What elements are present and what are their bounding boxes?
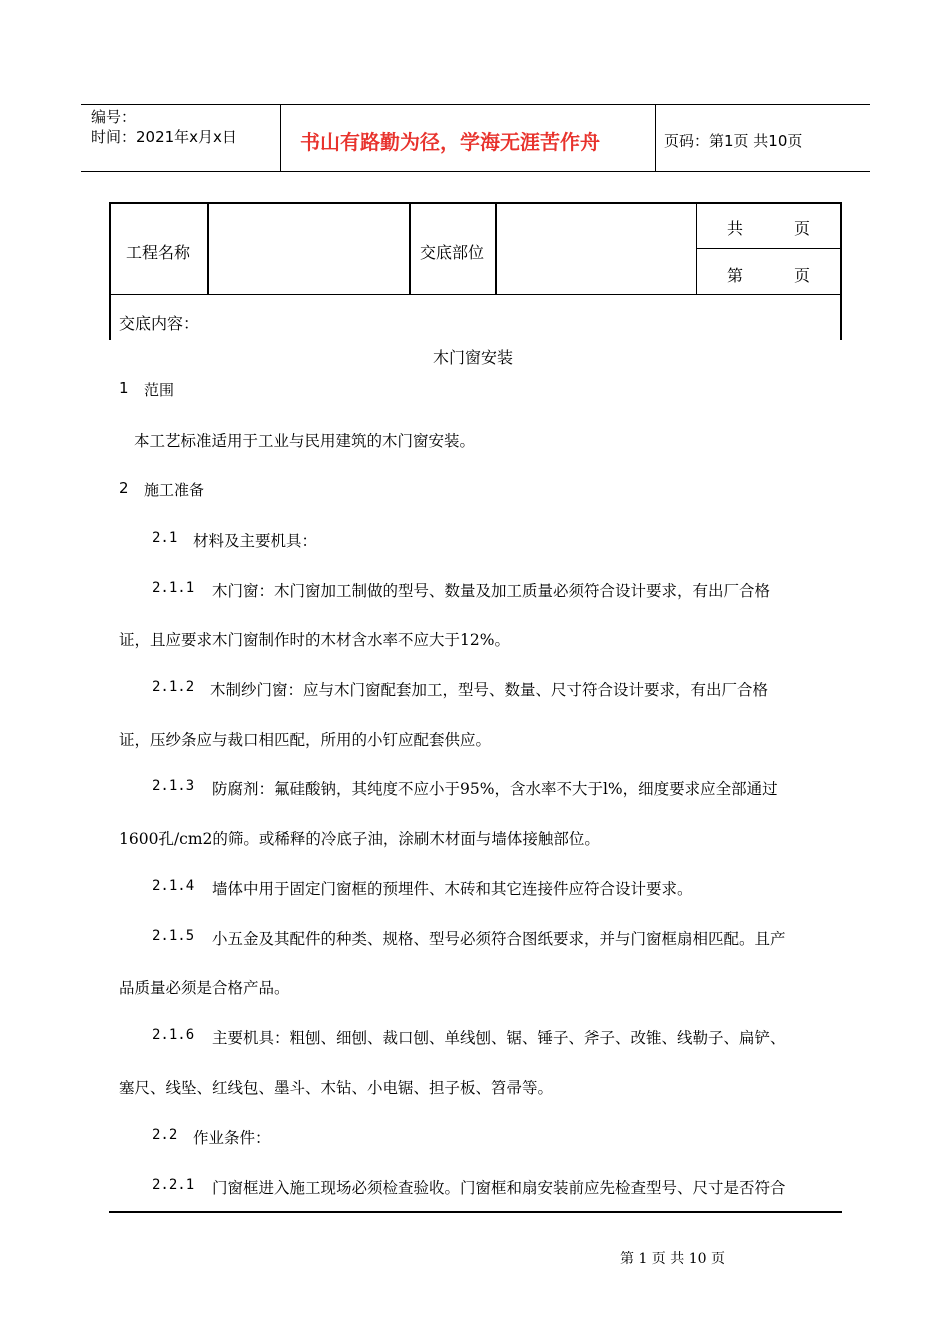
- time-label: 时间：2021年x月x日: [91, 128, 237, 146]
- clause-2-1-1-number: 2.1.1: [152, 580, 195, 596]
- clause-2-2-number: 2.2: [152, 1127, 178, 1143]
- clause-2-1-1-line-2: 证，且应要求木门窗制作时的木材含水率不应大于12%。: [119, 631, 510, 649]
- clause-2-1-4-number: 2.1.4: [152, 878, 195, 894]
- section-1-heading: 范围: [144, 381, 175, 399]
- clause-2-2-1-number: 2.2.1: [152, 1177, 195, 1193]
- page-no-prefix: 第: [727, 266, 744, 285]
- page-no-suffix: 页: [794, 266, 811, 285]
- clause-2-1-5-number: 2.1.5: [152, 928, 195, 944]
- clause-2-1-4-line-1: 墙体中用于固定门窗框的预埋件、木砖和其它连接件应符合设计要求。: [212, 880, 693, 898]
- header-motto: 书山有路勤为径，学海无涯苦作舟: [300, 130, 600, 154]
- clause-2-1-3-line-2: 1600孔/cm2的筛。或稀释的冷底子油，涂刷木材面与墙体接触部位。: [119, 830, 600, 848]
- table-col-divider-4: [696, 202, 697, 295]
- table-left-border: [109, 202, 111, 340]
- table-col-divider-1: [207, 202, 209, 295]
- total-pages-suffix: 页: [794, 219, 811, 238]
- clause-2-1-2-line-2: 证，压纱条应与裁口相匹配，所用的小钉应配套供应。: [119, 731, 492, 749]
- header-divider-right: [655, 104, 656, 172]
- document-title: 木门窗安装: [433, 348, 514, 367]
- table-mid-border: [109, 294, 842, 295]
- clause-2-1-3-number: 2.1.3: [152, 778, 195, 794]
- header-bottom-rule: [81, 171, 870, 172]
- header-top-rule: [81, 104, 870, 105]
- section-1-number: 1: [119, 379, 129, 397]
- clause-2-2-text: 作业条件：: [193, 1129, 271, 1147]
- header-divider-left: [280, 104, 281, 172]
- part-label: 交底部位: [420, 243, 485, 262]
- table-pages-divider: [696, 248, 842, 249]
- clause-2-1-6-line-1: 主要机具：粗刨、细刨、裁口刨、单线刨、锯、锤子、斧子、改锥、线勒子、扁铲、: [212, 1029, 786, 1047]
- table-col-divider-3: [495, 202, 497, 295]
- clause-2-1-text: 材料及主要机具：: [193, 532, 318, 550]
- scope-paragraph: 本工艺标准适用于工业与民用建筑的木门窗安装。: [134, 432, 476, 450]
- serial-label: 编号：: [91, 108, 137, 126]
- footer-rule: [109, 1211, 842, 1213]
- clause-2-1-2-number: 2.1.2: [152, 679, 195, 695]
- clause-2-1-3-line-1: 防腐剂：氟硅酸钠，其纯度不应小于95%，含水率不大于l%，细度要求应全部通过: [212, 780, 778, 798]
- table-col-divider-2: [409, 202, 411, 295]
- clause-2-1-number: 2.1: [152, 530, 178, 546]
- header-page-info: 页码：第1页 共10页: [664, 132, 803, 150]
- section-2-number: 2: [119, 479, 129, 497]
- content-label: 交底内容：: [119, 314, 200, 333]
- table-right-border: [840, 202, 842, 340]
- clause-2-2-1-line-1: 门窗框进入施工现场必须检查验收。门窗框和扇安装前应先检查型号、尺寸是否符合: [212, 1179, 786, 1197]
- clause-2-1-6-number: 2.1.6: [152, 1027, 195, 1043]
- total-pages-prefix: 共: [727, 219, 744, 238]
- project-name-label: 工程名称: [126, 243, 191, 262]
- clause-2-1-6-line-2: 塞尺、线坠、红线包、墨斗、木钻、小电锯、担子板、笤帚等。: [119, 1079, 554, 1097]
- table-top-border: [109, 202, 842, 204]
- footer-page-number: 第 1 页 共 10 页: [620, 1251, 725, 1267]
- clause-2-1-5-line-1: 小五金及其配件的种类、规格、型号必须符合图纸要求，并与门窗框扇相匹配。且产: [212, 930, 786, 948]
- clause-2-1-2-line-1: 木制纱门窗：应与木门窗配套加工，型号、数量、尺寸符合设计要求，有出厂合格: [210, 681, 769, 699]
- section-2-heading: 施工准备: [144, 481, 205, 499]
- clause-2-1-5-line-2: 品质量必须是合格产品。: [119, 979, 290, 997]
- clause-2-1-1-line-1: 木门窗：木门窗加工制做的型号、数量及加工质量必须符合设计要求，有出厂合格: [212, 582, 771, 600]
